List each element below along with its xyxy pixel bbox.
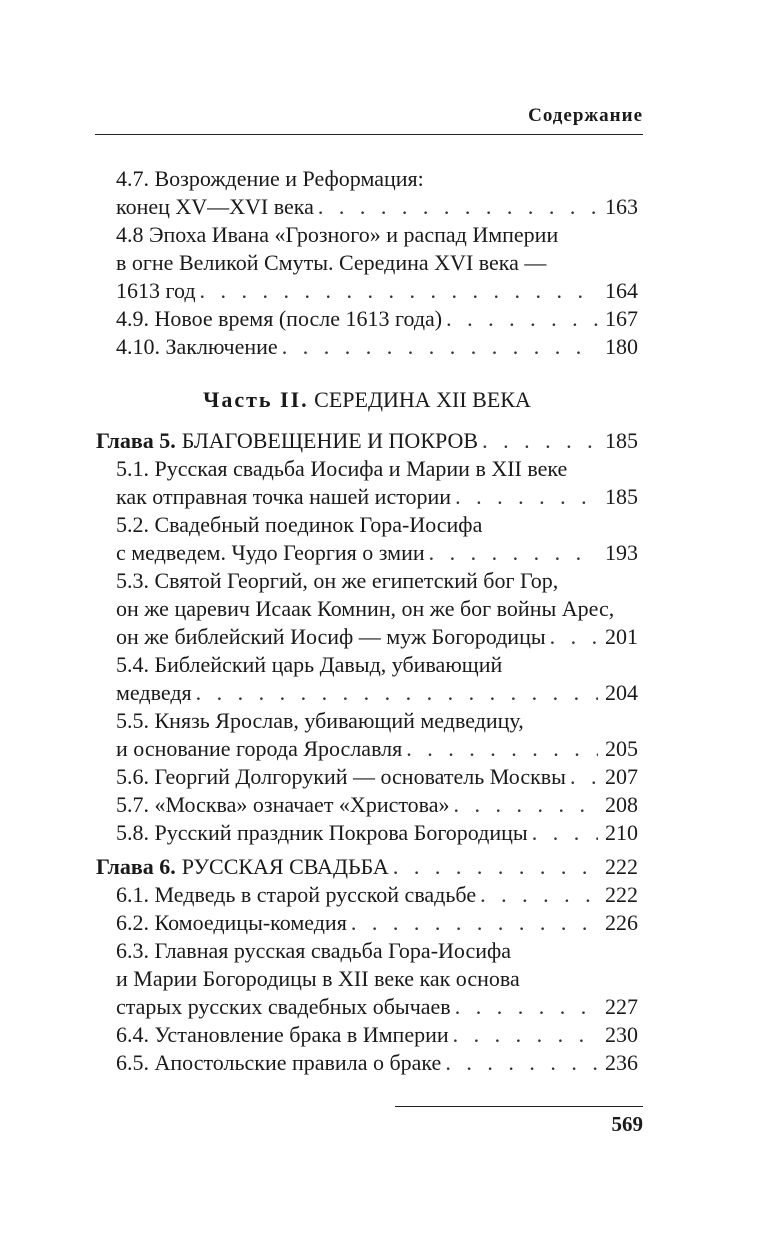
dot-leader: [455, 483, 598, 511]
dot-leader: [318, 193, 598, 221]
toc-entry-text: 5.6. Георгий Долгорукий — основатель Москвы: [116, 764, 566, 789]
toc-entry-text: 5.4. Библейский царь Давыд, убивающий: [116, 652, 503, 677]
toc-entry-text: 6.5. Апостольские правила о браке: [116, 1050, 442, 1075]
toc-entry-text: 6.1. Медведь в старой русской свадьбе: [116, 882, 477, 907]
toc-entry-text: старых русских свадебных обычаев: [116, 994, 451, 1019]
toc-page-number: 185: [605, 428, 638, 453]
toc-entry-text: в огне Великой Смуты. Середина XVI века —: [116, 250, 547, 275]
toc-entry-text: 5.7. «Москва» означает «Христова»: [116, 792, 450, 817]
toc-entry-text: с медведем. Чудо Георгия о змии: [116, 540, 425, 565]
dot-leader: [351, 909, 598, 937]
toc-page-number: 230: [605, 1022, 638, 1047]
dot-leader: [393, 853, 598, 881]
toc-page-number: 207: [605, 764, 638, 789]
toc-entry[interactable]: [116, 539, 638, 567]
dot-leader: [455, 993, 598, 1021]
toc-page-number: 167: [605, 306, 638, 331]
page-number: 569: [611, 1112, 643, 1136]
toc-entry-text: 4.7. Возрождение и Реформация:: [116, 166, 424, 191]
toc-page-number: 193: [605, 540, 638, 565]
toc-entry[interactable]: [116, 193, 638, 221]
toc-page-number: 205: [605, 736, 638, 761]
running-header-title: Содержание: [528, 105, 643, 126]
footer-divider: [395, 1106, 643, 1107]
chapter-title: РУССКАЯ СВАДЬБА: [181, 854, 389, 879]
toc-entry-text: и основание города Ярославля: [116, 736, 403, 761]
toc-entry-text: он же царевич Исаак Комнин, он же бог войны Арес,: [116, 596, 615, 621]
toc-entry-text: медведя: [116, 680, 192, 705]
toc-entry-text: 4.9. Новое время (после 1613 года): [116, 306, 443, 331]
dot-leader: [429, 539, 598, 567]
toc-page-number: 201: [605, 624, 638, 649]
toc-entry[interactable]: [116, 791, 638, 819]
toc-line: [116, 249, 638, 277]
toc-entry[interactable]: [116, 993, 638, 1021]
toc-entry-text: конец XV—XVI века: [116, 194, 314, 219]
dot-leader: [200, 277, 598, 305]
toc-line: [116, 567, 638, 595]
toc-entry-text: как отправная точка нашей истории: [116, 484, 452, 509]
toc-page-number: 163: [605, 194, 638, 219]
part-heading: [96, 385, 638, 415]
toc-line: [116, 511, 638, 539]
toc-entry-text: 5.8. Русский праздник Покрова Богородицы: [116, 820, 528, 845]
toc-line: [116, 221, 638, 249]
chapter-label: Глава 6.: [96, 854, 176, 879]
dot-leader: [453, 1021, 598, 1049]
toc-line: [116, 965, 638, 993]
toc-entry[interactable]: [116, 623, 638, 651]
toc-line: [116, 937, 638, 965]
toc-entry-text: 5.1. Русская свадьба Иосифа и Марии в XII веке: [116, 456, 568, 481]
toc-entry-text: 4.8 Эпоха Ивана «Грозного» и распад Империи: [116, 222, 559, 247]
dot-leader: [454, 791, 598, 819]
dot-leader: [532, 819, 598, 847]
toc-page-number: 164: [605, 278, 638, 303]
dot-leader: [480, 881, 598, 909]
toc-entry-text: 6.4. Установление брака в Империи: [116, 1022, 449, 1047]
toc-entry[interactable]: [116, 735, 638, 763]
toc-line: [116, 707, 638, 735]
toc-page-number: 204: [605, 680, 638, 705]
toc-entry[interactable]: [116, 483, 638, 511]
toc-entry-text: 4.10. Заключение: [116, 334, 278, 359]
chapter-label: Глава 5.: [96, 428, 176, 453]
toc-page-number: 222: [605, 854, 638, 879]
header-divider: [95, 134, 643, 135]
part-label: Часть II.: [203, 387, 309, 412]
dot-leader: [570, 763, 598, 791]
chapter-heading[interactable]: [96, 427, 638, 455]
toc-entry[interactable]: [116, 333, 638, 361]
toc-page-number: 222: [605, 882, 638, 907]
toc-page-number: 236: [605, 1050, 638, 1075]
toc-entry[interactable]: [116, 679, 638, 707]
toc-entry-text: 6.3. Главная русская свадьба Гора-Иосифа: [116, 938, 512, 963]
toc-page-number: 185: [605, 484, 638, 509]
dot-leader: [196, 679, 598, 707]
toc-entry[interactable]: [116, 763, 638, 791]
chapter-heading[interactable]: [96, 853, 638, 881]
toc-entry[interactable]: [116, 305, 638, 333]
dot-leader: [550, 623, 598, 651]
toc-line: [116, 651, 638, 679]
toc-entry-text: 5.2. Свадебный поединок Гора-Иосифа: [116, 512, 483, 537]
toc-entry-text: 5.5. Князь Ярослав, убивающий медведицу,: [116, 708, 524, 733]
toc-line: [116, 455, 638, 483]
toc-line: [116, 595, 638, 623]
toc-entry[interactable]: [116, 819, 638, 847]
toc-entry-text: и Марии Богородицы в XII веке как основа: [116, 966, 520, 991]
dot-leader: [406, 735, 598, 763]
dot-leader: [282, 333, 598, 361]
toc-entry-text: 5.3. Святой Георгий, он же египетский бог Гор,: [116, 568, 559, 593]
toc-entry-text: 1613 год: [116, 278, 196, 303]
part-title: СЕРЕДИНА XII ВЕКА: [314, 387, 531, 412]
dot-leader: [446, 305, 598, 333]
toc-entry-text: 6.2. Комоедицы-комедия: [116, 910, 347, 935]
dot-leader: [482, 427, 598, 455]
toc-entry[interactable]: [116, 277, 638, 305]
toc-page-number: 208: [605, 792, 638, 817]
dot-leader: [445, 1049, 598, 1077]
toc-page-number: 226: [605, 910, 638, 935]
toc-entry[interactable]: [116, 881, 638, 909]
toc-page-number: 180: [605, 334, 638, 359]
toc-line: [116, 165, 638, 193]
toc-page-number: 227: [605, 994, 638, 1019]
toc-page-number: 210: [605, 820, 638, 845]
chapter-title: БЛАГОВЕЩЕНИЕ И ПОКРОВ: [181, 428, 479, 453]
toc-entry[interactable]: [116, 909, 638, 937]
toc-entry-text: он же библейский Иосиф — муж Богородицы: [116, 624, 546, 649]
toc-entry[interactable]: [116, 1021, 638, 1049]
toc-entry[interactable]: [116, 1049, 638, 1077]
